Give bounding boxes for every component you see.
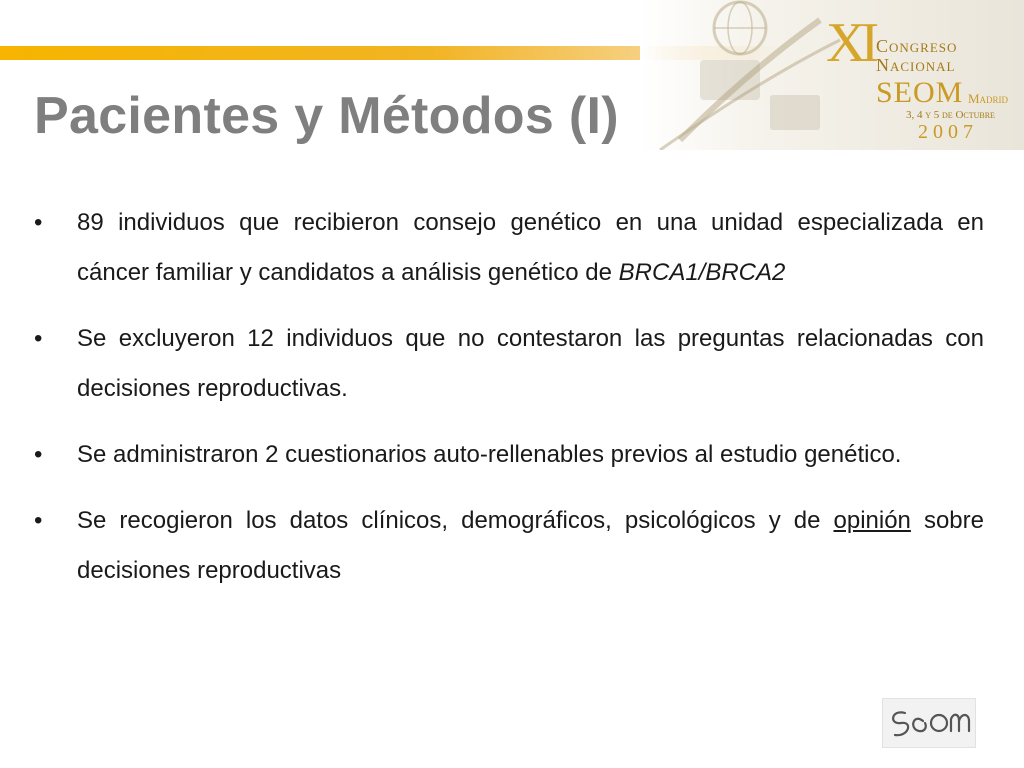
bullet-item-2 — [34, 314, 984, 414]
bullet-item-4 — [34, 496, 984, 596]
congress-org: SEOM — [876, 76, 964, 109]
bullet-dot: • — [34, 209, 43, 236]
bullet-dot: • — [34, 325, 43, 352]
bullet-text: Se administraron 2 cuestionarios auto-rellenables previos al estudio genético. — [77, 441, 902, 468]
bullet-text-end: sobre decisiones reproductivas — [77, 507, 984, 584]
bullet-text: Se recogieron los datos clínicos, demográficos, psicológicos y de — [77, 507, 834, 534]
congress-line1: Congreso — [876, 36, 958, 56]
seom-logo-icon — [882, 698, 976, 748]
bullet-dot: • — [34, 507, 43, 534]
gene-names: BRCA1/BRCA2 — [618, 259, 786, 286]
congress-line2: Nacional — [876, 55, 956, 75]
bullet-item-1 — [34, 198, 984, 298]
bullet-item-3 — [34, 430, 984, 480]
bullet-text: Se excluyeron 12 individuos que no contestaron las preguntas relacionadas con decisiones reproductivas. — [77, 325, 984, 402]
bullet-list — [34, 198, 984, 612]
bullet-dot: • — [34, 441, 43, 468]
congress-year: 2007 — [918, 121, 978, 143]
congress-dates: 3, 4 y 5 de Octubre — [906, 109, 995, 121]
slide-title: Pacientes y Métodos (I) — [34, 87, 619, 145]
congress-city: Madrid — [968, 91, 1009, 106]
congress-roman-numeral: XI — [826, 12, 874, 74]
bullet-text: 89 individuos que recibieron consejo genético en una unidad especializada en cáncer familiar y candidatos a análisis genético de — [77, 209, 984, 286]
underlined-word: opinión — [833, 507, 911, 534]
